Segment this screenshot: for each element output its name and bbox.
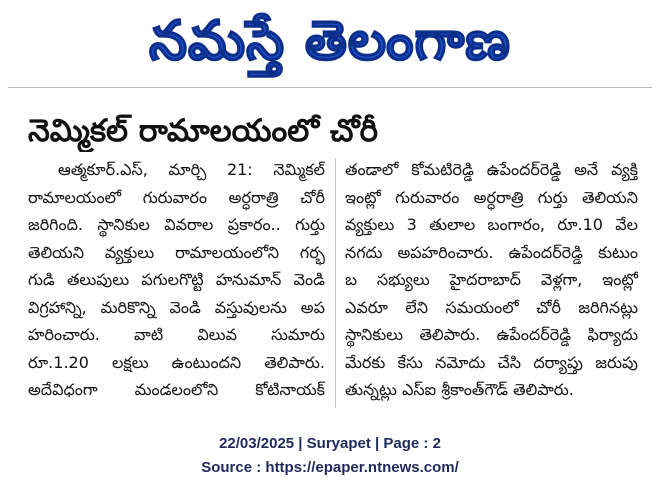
article-line: మేరకు కేసు నమోదు చేసి దర్యాప్తు జరుపు	[345, 352, 638, 372]
article-line: తెలియని వ్యక్తులు రామాలయంలోని గర్భ	[28, 242, 325, 262]
article-line: రూ.1.20 లక్షలు ఉంటుందని తెలిపారు.	[28, 352, 325, 372]
masthead-logo: నమస్తే తెలంగాణ	[149, 9, 511, 72]
column-divider	[335, 158, 336, 408]
article-line: రామాలయంలో గురువారం అర్ధరాత్రి చోరీ	[28, 187, 325, 207]
article-line: జరిగింది. స్థానికుల వివరాల ప్రకారం.. గుర్తు	[28, 215, 325, 234]
article-line: ఇంట్లో గురువారం అర్ధరాత్రి గుర్తు తెలియని	[345, 187, 638, 207]
article-line: ఆత్మకూర్.ఎస్, మార్చి 21: నెమ్మికల్	[58, 160, 325, 179]
article-line: తండాలో కోమటిరెడ్డి ఉపేందర్‌రెడ్డి అనే వ్యక్తి	[345, 160, 638, 179]
article-column-left	[28, 156, 325, 404]
masthead-divider	[8, 87, 652, 88]
article-line: విగ్రహాన్ని, మరికొన్ని వెండి వస్తువులను అప	[28, 297, 325, 317]
article-line: గుడి తలుపులు పగులగొట్టి హనుమాన్ వెండి	[28, 270, 325, 289]
article-line: హరించారు. వాటి విలువ సుమారు	[28, 325, 325, 344]
footer-source: Source : https://epaper.ntnews.com/	[201, 459, 459, 476]
article-line: నగదు అపహరించారు. ఉపేందర్‌రెడ్డి కుటుం	[345, 242, 638, 262]
article-line: అదేవిధంగా మండలంలోని కోటినాయక్	[28, 380, 325, 399]
article-line: ఎవరూ లేని సమయంలో చోరీ జరిగినట్లు	[345, 297, 638, 317]
article-headline: నెమ్మికల్ రామాలయంలో చోరీ	[28, 113, 379, 149]
article-line: వ్యక్తులు 3 తులాల బంగారం, రూ.10 వేల	[345, 215, 638, 234]
article-line: తున్నట్లు ఎస్ఐ శ్రీకాంత్‌గౌడ్ తెలిపారు.	[345, 380, 574, 399]
article-line: బ సభ్యులు హైదరాబాద్ వెళ్లగా, ఇంట్లో	[345, 270, 638, 289]
article-line: స్థానికులు తెలిపారు. ఉపేందర్‌రెడ్డి ఫిర్యాదు	[345, 325, 638, 344]
article-column-right	[345, 156, 638, 404]
footer-edition-info: 22/03/2025 | Suryapet | Page : 2	[219, 435, 441, 452]
